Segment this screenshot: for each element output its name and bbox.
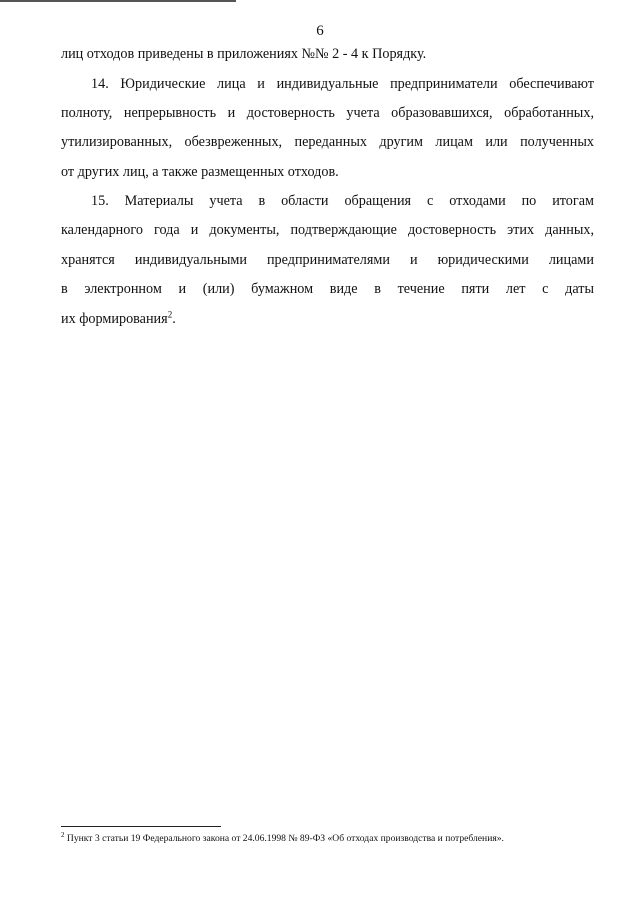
text-line-content: их формирования xyxy=(61,310,168,327)
paragraph xyxy=(61,70,594,188)
text-line: от других лиц, а также размещенных отходов. xyxy=(61,163,339,180)
paragraph-15 xyxy=(61,187,594,334)
text-line: в электронном и (или) бумажном виде в течение пяти лет с даты xyxy=(61,281,594,298)
text-line: хранятся индивидуальными предпринимателями и юридическими лицами xyxy=(61,251,594,268)
text-line xyxy=(61,305,594,334)
paragraph-continuation xyxy=(61,40,594,69)
footnote-text: Пункт 3 статьи 19 Федерального закона от 24.06.1998 № 89-ФЗ «Об отходах производства и потребления». xyxy=(64,833,504,844)
footnote-separator xyxy=(61,826,221,827)
footnote xyxy=(61,830,601,845)
text-line: календарного года и документы, подтверждающие достоверность этих данных, xyxy=(61,222,594,239)
text-line: 15. Материалы учета в области обращения с отходами по итогам xyxy=(91,193,594,209)
paragraph xyxy=(61,187,594,334)
paragraph-14 xyxy=(61,70,594,188)
text-line: утилизированных, обезвреженных, переданных другим лицам или полученных xyxy=(61,134,594,151)
footnote-reference[interactable]: 2 xyxy=(167,308,173,319)
page-number: 6 xyxy=(316,23,324,39)
sentence-end: . xyxy=(172,310,176,327)
text-line: полноту, непрерывность и достоверность учета образовавшихся, обработанных, xyxy=(61,104,594,121)
footnote-marker: 2 xyxy=(61,830,65,839)
text-line: лиц отходов приведены в приложениях №№ 2 - 4 к Порядку. xyxy=(61,46,427,62)
paragraph xyxy=(61,40,594,69)
scan-top-edge-line xyxy=(0,0,236,2)
text-line: 14. Юридические лица и индивидуальные предприниматели обеспечивают xyxy=(91,75,594,92)
